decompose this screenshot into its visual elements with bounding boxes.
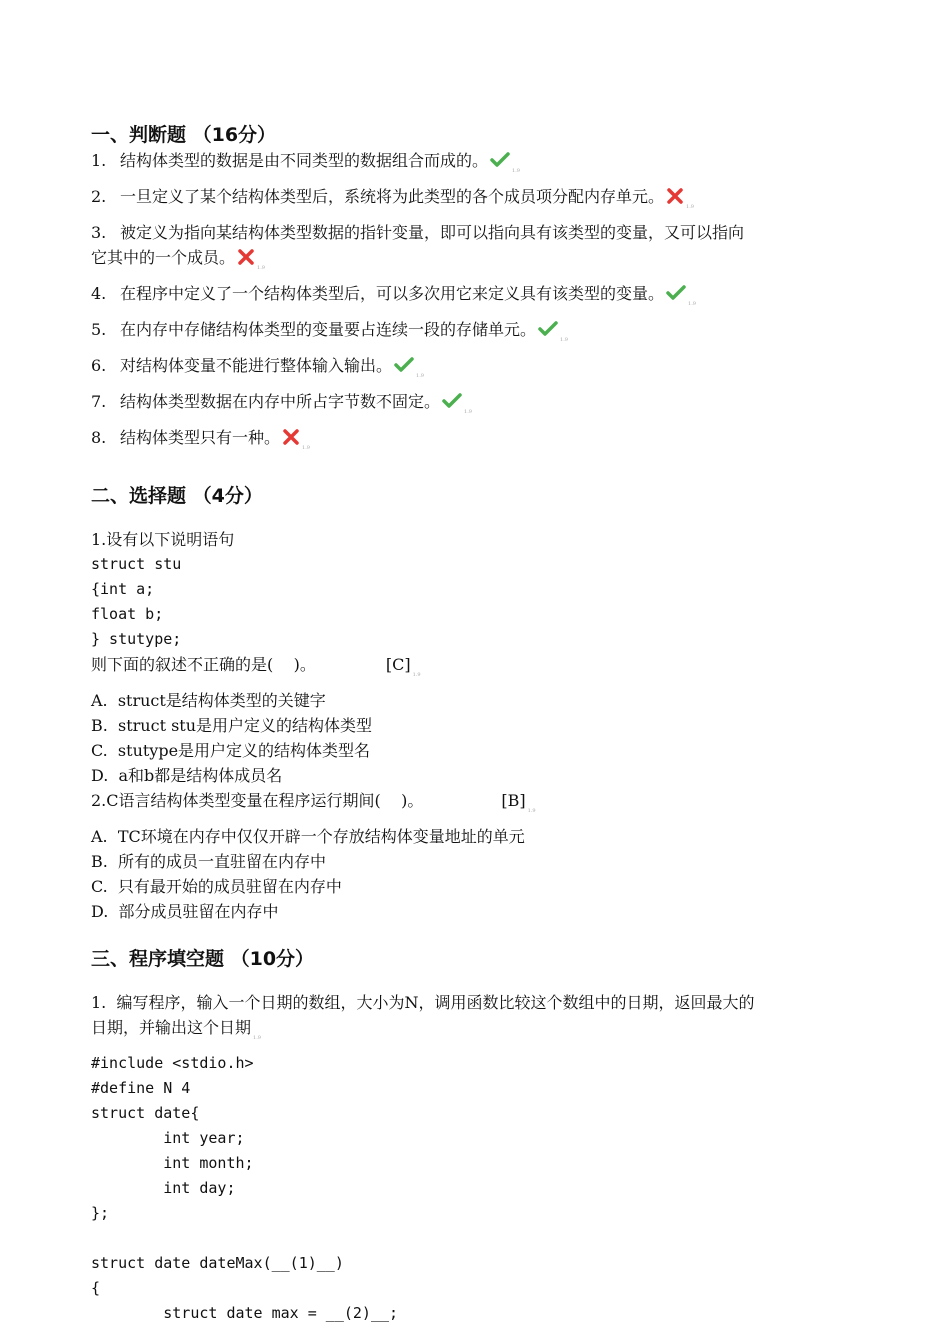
code-line: #include <stdio.h> [91, 1054, 254, 1072]
q1-answer: [C] [385, 655, 411, 674]
option-line: B. 所有的成员一直驻留在内存中 [91, 852, 327, 871]
section2-title: 二、选择题 （4分） [91, 485, 263, 507]
judgement-item-cont: 它其中的一个成员。 $_{1.9}$ [91, 248, 265, 271]
code-line [91, 1226, 871, 1251]
check-icon [666, 285, 686, 301]
q2-answer: [B] [501, 791, 526, 810]
section3-title: 三、程序填空题 （10分） [91, 948, 315, 970]
judgement-item: 7. 结构体类型数据在内存中所占字节数不固定。 $_{1.9}$ [91, 392, 472, 415]
q1-options [91, 688, 871, 788]
code-line: int month; [91, 1154, 254, 1172]
code-line: {int a; [91, 580, 155, 598]
q1-code [91, 552, 871, 652]
code-line: struct date max = __(2)__; [91, 1304, 399, 1322]
code-line: struct stu [91, 555, 182, 573]
code-line: #define N 4 [91, 1079, 191, 1097]
q1-stem: 1.设有以下说明语句 [91, 530, 235, 549]
code-line: int day; [91, 1179, 236, 1197]
judgement-item: 3. 被定义为指向某结构体类型数据的指针变量，即可以指向具有该类型的变量，又可以指向 [91, 223, 745, 242]
document-page [91, 122, 871, 1326]
check-icon [394, 357, 414, 373]
judgement-item: 2. 一旦定义了某个结构体类型后，系统将为此类型的各个成员项分配内存单元。 $_{1.9}$ [91, 187, 694, 210]
option-line: A. TC环境在内存中仅仅开辟一个存放结构体变量地址的单元 [91, 827, 525, 846]
option-line: A. struct是结构体类型的关键字 [91, 691, 326, 710]
judgement-item: 4. 在程序中定义了一个结构体类型后，可以多次用它来定义具有该类型的变量。 $_{1.9}$ [91, 284, 696, 307]
cross-icon [666, 188, 684, 204]
option-line: D. a和b都是结构体成员名 [91, 766, 283, 785]
code-line: int year; [91, 1129, 245, 1147]
q2-options [91, 824, 871, 924]
code-line: struct date{ [91, 1104, 200, 1122]
judgement-item: 8. 结构体类型只有一种。 $_{1.9}$ [91, 428, 310, 451]
option-line: D. 部分成员驻留在内存中 [91, 902, 279, 921]
s3-code [91, 1051, 871, 1326]
code-line: } stutype; [91, 630, 182, 648]
code-line: struct date dateMax(__(1)__) [91, 1254, 344, 1272]
option-line: C. 只有最开始的成员驻留在内存中 [91, 877, 342, 896]
q1-question: 则下面的叙述不正确的是( )。 $[C]_{1.9}$ [91, 655, 421, 678]
check-icon [538, 321, 558, 337]
code-line: { [91, 1279, 101, 1297]
code-line: }; [91, 1204, 110, 1222]
q2-question: 2.C语言结构体类型变量在程序运行期间( )。 $[B]_{1.9}$ [91, 791, 536, 814]
cross-icon [282, 429, 300, 445]
check-icon [490, 152, 510, 168]
check-icon [442, 393, 462, 409]
cross-icon [237, 249, 255, 265]
judgement-list [91, 148, 871, 461]
section1-title: 一、判断题 （16分） [91, 124, 277, 146]
s3-q1-text: 1. 编写程序，输入一个日期的数组，大小为N，调用函数比较这个数组中的日期，返回最大的 [91, 993, 755, 1012]
judgement-item: 6. 对结构体变量不能进行整体输入输出。 $_{1.9}$ [91, 356, 424, 379]
judgement-item: 5. 在内存中存储结构体类型的变量要占连续一段的存储单元。 $_{1.9}$ [91, 320, 568, 343]
option-line: B. struct stu是用户定义的结构体类型 [91, 716, 373, 735]
s3-q1-text2: 日期，并输出这个日期$_{1.9}$ [91, 1018, 261, 1041]
option-line: C. stutype是用户定义的结构体类型名 [91, 741, 371, 760]
judgement-item: 1. 结构体类型的数据是由不同类型的数据组合而成的。 $_{1.9}$ [91, 151, 520, 174]
code-line: float b; [91, 605, 164, 623]
